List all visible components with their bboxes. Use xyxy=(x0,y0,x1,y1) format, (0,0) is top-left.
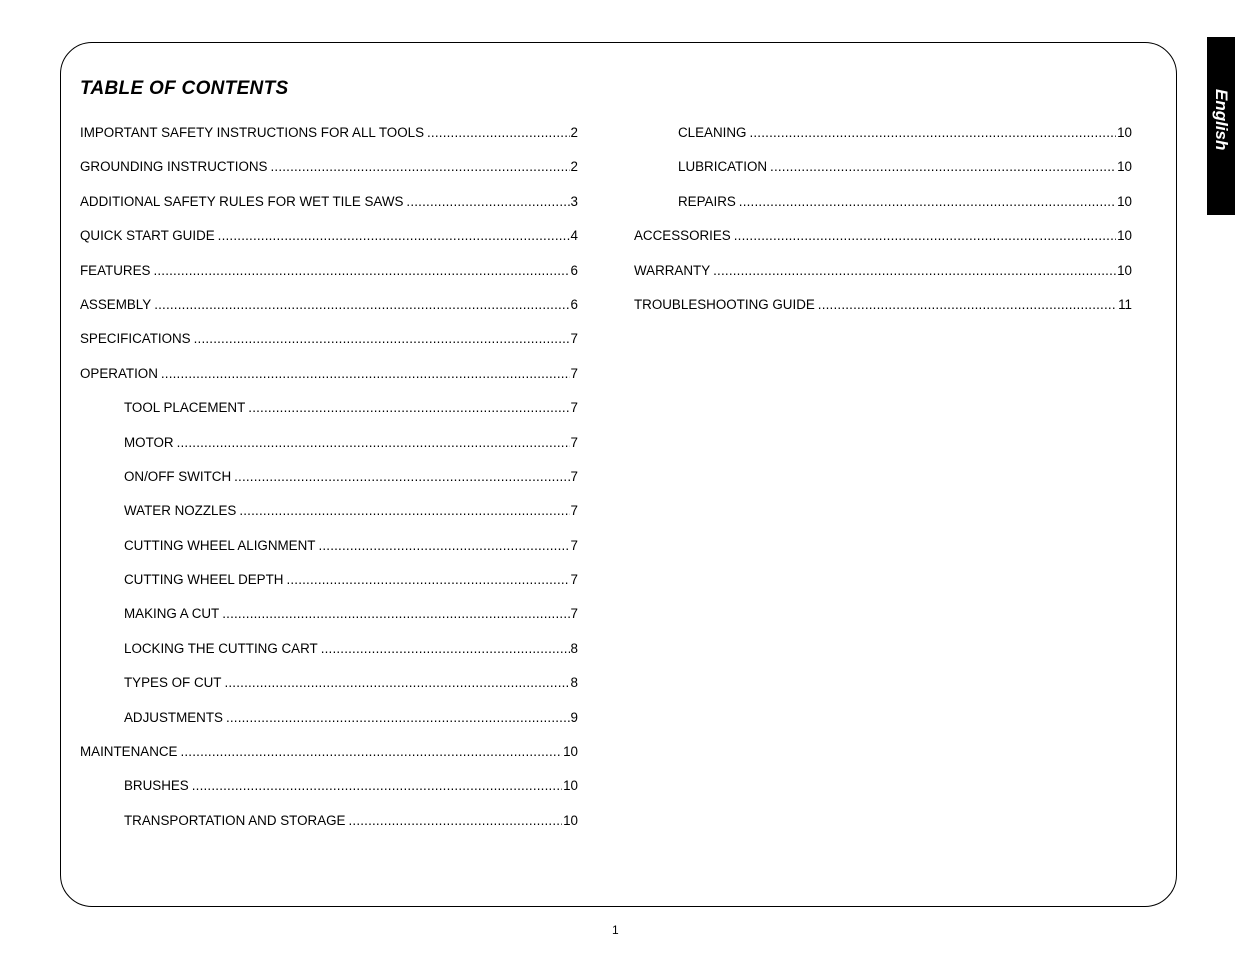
toc-entry[interactable] xyxy=(80,812,578,846)
toc-entry-page: 7 xyxy=(570,365,578,381)
toc-leader-dots xyxy=(180,743,562,760)
toc-entry-label: ACCESSORIES xyxy=(634,228,731,244)
toc-entry-page: 7 xyxy=(570,400,578,416)
toc-entry-label: ADDITIONAL SAFETY RULES FOR WET TILE SAWS xyxy=(80,193,404,209)
toc-leader-dots xyxy=(153,262,569,279)
toc-entry-label: OPERATION xyxy=(80,365,158,381)
toc-leader-dots xyxy=(406,193,569,210)
toc-entry-page: 7 xyxy=(570,606,578,622)
toc-entry-page: 7 xyxy=(570,572,578,588)
toc-entry-label: WARRANTY xyxy=(634,262,711,278)
toc-entry-label: QUICK START GUIDE xyxy=(80,228,215,244)
toc-leader-dots xyxy=(226,709,570,726)
toc-entry[interactable] xyxy=(80,537,578,571)
toc-entry[interactable] xyxy=(80,193,578,227)
toc-entry[interactable] xyxy=(80,502,578,536)
toc-entry-label: BRUSHES xyxy=(124,778,189,794)
toc-entry-label: TOOL PLACEMENT xyxy=(124,400,246,416)
toc-leader-dots xyxy=(194,330,570,347)
toc-entry-page: 10 xyxy=(563,744,578,760)
toc-leader-dots xyxy=(713,262,1116,279)
toc-entry-label: LUBRICATION xyxy=(678,159,768,175)
toc-entry[interactable] xyxy=(80,434,578,468)
toc-leader-dots xyxy=(749,124,1116,141)
toc-entry[interactable] xyxy=(80,571,578,605)
toc-left-column xyxy=(80,124,578,846)
toc-entry-label: LOCKING THE CUTTING CART xyxy=(124,640,318,656)
toc-leader-dots xyxy=(177,434,570,451)
toc-entry-label: TRANSPORTATION AND STORAGE xyxy=(124,812,346,828)
toc-entry-page: 7 xyxy=(570,331,578,347)
toc-leader-dots xyxy=(818,296,1117,313)
toc-entry[interactable] xyxy=(634,262,1132,296)
toc-entry-label: SPECIFICATIONS xyxy=(80,331,191,347)
toc-entry[interactable] xyxy=(80,227,578,261)
toc-entry[interactable] xyxy=(634,296,1132,330)
toc-entry[interactable] xyxy=(80,468,578,502)
toc-leader-dots xyxy=(348,812,562,829)
toc-entry-page: 8 xyxy=(570,640,578,656)
toc-leader-dots xyxy=(427,124,570,141)
toc-entry-page: 4 xyxy=(570,228,578,244)
toc-entry[interactable] xyxy=(80,777,578,811)
toc-leader-dots xyxy=(224,674,569,691)
toc-entry-label: MAKING A CUT xyxy=(124,606,220,622)
toc-leader-dots xyxy=(270,158,569,175)
toc-leader-dots xyxy=(321,640,570,657)
toc-entry[interactable] xyxy=(634,158,1132,192)
toc-entry-page: 10 xyxy=(1117,228,1132,244)
toc-leader-dots xyxy=(192,777,562,794)
toc-entry-page: 7 xyxy=(570,537,578,553)
toc-entry-label: TROUBLESHOOTING GUIDE xyxy=(634,296,815,312)
toc-entry-page: 10 xyxy=(1117,193,1132,209)
toc-entry[interactable] xyxy=(80,296,578,330)
toc-leader-dots xyxy=(286,571,569,588)
toc-entry-page: 6 xyxy=(570,262,578,278)
toc-entry-page: 7 xyxy=(570,468,578,484)
toc-entry[interactable] xyxy=(80,605,578,639)
toc-entry[interactable] xyxy=(634,124,1132,158)
toc-entry-page: 9 xyxy=(570,709,578,725)
toc-right-column xyxy=(634,124,1132,330)
toc-entry-page: 11 xyxy=(1118,296,1132,312)
toc-entry-label: ASSEMBLY xyxy=(80,296,152,312)
toc-leader-dots xyxy=(161,365,570,382)
toc-leader-dots xyxy=(234,468,569,485)
toc-entry-label: WATER NOZZLES xyxy=(124,503,237,519)
toc-entry[interactable] xyxy=(80,674,578,708)
toc-entry-label: MAINTENANCE xyxy=(80,744,178,760)
toc-entry-label: REPAIRS xyxy=(678,193,736,209)
toc-leader-dots xyxy=(770,158,1116,175)
toc-entry-page: 2 xyxy=(570,159,578,175)
toc-entry-page: 10 xyxy=(1117,159,1132,175)
toc-entry[interactable] xyxy=(80,399,578,433)
toc-leader-dots xyxy=(218,227,570,244)
toc-entry-page: 6 xyxy=(570,296,578,312)
toc-entry[interactable] xyxy=(634,193,1132,227)
toc-entry-page: 10 xyxy=(563,778,578,794)
toc-entry[interactable] xyxy=(80,330,578,364)
toc-entry-page: 10 xyxy=(1117,125,1132,140)
toc-entry-label: TYPES OF CUT xyxy=(124,675,222,691)
page-title: TABLE OF CONTENTS xyxy=(80,78,289,99)
toc-entry-label: MOTOR xyxy=(124,434,174,450)
toc-entry-page: 2 xyxy=(570,125,578,140)
toc-entry-label: CUTTING WHEEL DEPTH xyxy=(124,572,284,588)
toc-entry-label: ON/OFF SWITCH xyxy=(124,468,232,484)
toc-leader-dots xyxy=(239,502,569,519)
toc-entry-label: IMPORTANT SAFETY INSTRUCTIONS FOR ALL TOOLS xyxy=(80,125,425,140)
toc-entry-label: CLEANING xyxy=(678,125,747,140)
page-number: 1 xyxy=(612,923,619,937)
toc-entry[interactable] xyxy=(80,262,578,296)
toc-entry[interactable] xyxy=(80,640,578,674)
toc-leader-dots xyxy=(154,296,569,313)
toc-entry[interactable] xyxy=(80,743,578,777)
toc-entry-page: 10 xyxy=(563,812,578,828)
toc-entry-page: 3 xyxy=(570,193,578,209)
toc-leader-dots xyxy=(739,193,1116,210)
toc-leader-dots xyxy=(222,605,569,622)
toc-entry[interactable] xyxy=(80,365,578,399)
toc-entry[interactable] xyxy=(80,158,578,192)
toc-entry-page: 7 xyxy=(570,503,578,519)
toc-entry-label: GROUNDING INSTRUCTIONS xyxy=(80,159,268,175)
toc-entry-page: 8 xyxy=(570,675,578,691)
toc-entry-label: FEATURES xyxy=(80,262,151,278)
toc-entry-label: CUTTING WHEEL ALIGNMENT xyxy=(124,537,316,553)
language-tab-label: English xyxy=(1212,89,1231,151)
toc-entry-page: 10 xyxy=(1117,262,1132,278)
toc-entry[interactable] xyxy=(634,227,1132,261)
language-tab xyxy=(1207,37,1235,215)
toc-entry[interactable] xyxy=(80,124,578,158)
toc-entry[interactable] xyxy=(80,709,578,743)
toc-leader-dots xyxy=(734,227,1116,244)
toc-entry-label: ADJUSTMENTS xyxy=(124,709,223,725)
toc-leader-dots xyxy=(248,399,569,416)
toc-entry-page: 7 xyxy=(570,434,578,450)
toc-leader-dots xyxy=(318,537,569,554)
